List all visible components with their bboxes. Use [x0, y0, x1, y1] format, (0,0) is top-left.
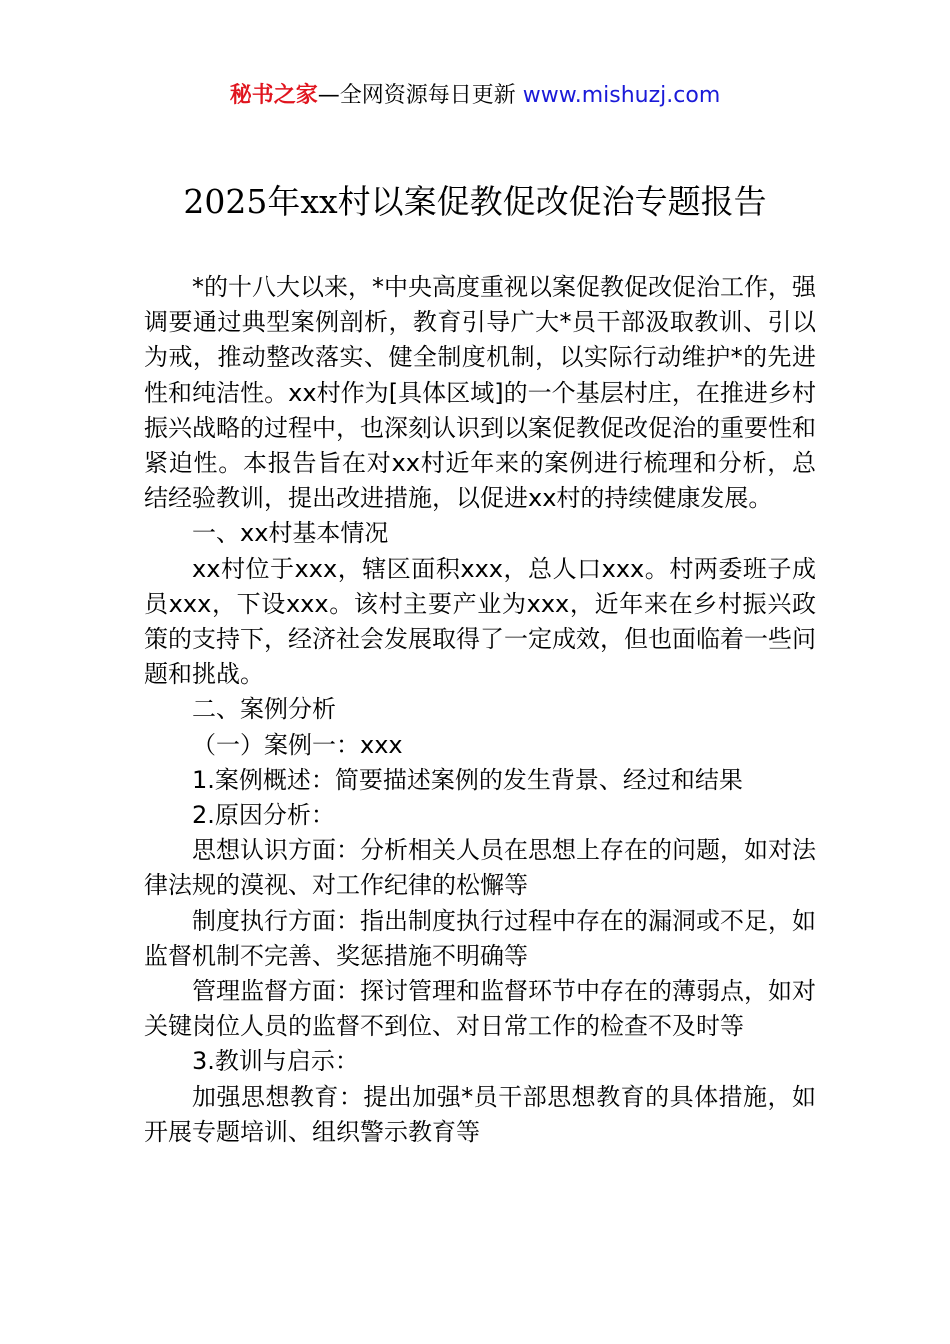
section-heading-1: 一、xx村基本情况 — [192, 519, 389, 548]
section-heading-2: 二、案例分析 — [192, 695, 336, 724]
site-url-link[interactable]: www.mishuzj.com — [522, 83, 721, 108]
case-heading: （一）案例一：xxx — [192, 730, 403, 759]
site-slogan: —全网资源每日更新 — [317, 83, 516, 108]
document-title: 2025年xx村以案促教促改促治专题报告 — [183, 182, 767, 221]
lessons-heading: 3.教训与启示： — [192, 1047, 359, 1076]
cause-supervision: 管理监督方面：探讨管理和监督环节中存在的薄弱点，如对关键岗位人员的监督不到位、对日常工作的检查不及时等 — [144, 977, 816, 1041]
site-name: 秘书之家 — [229, 83, 318, 108]
document-body — [144, 270, 816, 1150]
cause-analysis-heading: 2.原因分析： — [192, 801, 335, 830]
case-overview: 1.案例概述：简要描述案例的发生背景、经过和结果 — [192, 765, 743, 794]
lesson-education: 加强思想教育：提出加强*员干部思想教育的具体措施，如开展专题培训、组织警示教育等 — [144, 1082, 816, 1146]
basic-info-paragraph: xx村位于xxx，辖区面积xxx，总人口xxx。村两委班子成员xxx，下设xxx。该村主要产业为xxx，近年来在乡村振兴政策的支持下，经济社会发展取得了一定成效，但也面临着一些问题和挑战。 — [144, 554, 816, 689]
cause-system: 制度执行方面：指出制度执行过程中存在的漏洞或不足，如监督机制不完善、奖惩措施不明确等 — [144, 906, 816, 970]
cause-thinking: 思想认识方面：分析相关人员在思想上存在的问题，如对法律法规的漠视、对工作纪律的松懈等 — [144, 836, 816, 900]
intro-paragraph: *的十八大以来，*中央高度重视以案促教促改促治工作，强调要通过典型案例剖析，教育引导广大*员干部汲取教训、引以为戒，推动整改落实、健全制度机制，以实际行动维护*的先进性和纯洁性。xx村作为[具体区域]的一个基层村庄，在推进乡村振兴战略的过程中，也深刻认识到以案促教促改促治的重要性和紧迫性。本报告旨在对xx村近年来的案例进行梳理和分析，总结经验教训，提出改进措施，以促进xx村的持续健康发展。 — [144, 273, 816, 513]
site-header — [0, 80, 950, 112]
